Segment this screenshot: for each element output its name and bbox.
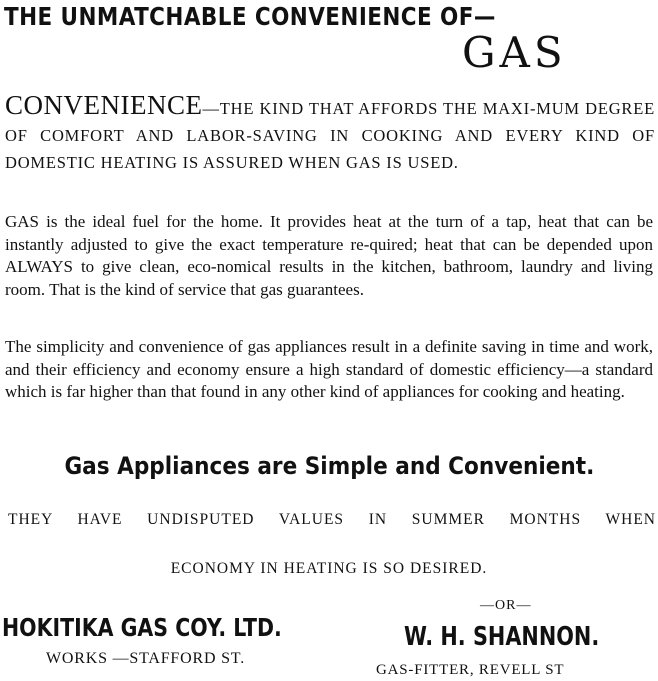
values-line-2: ECONOMY IN HEATING IS SO DESIRED. [170, 560, 488, 577]
intro-lead-word: CONVENIENCE [5, 90, 203, 120]
body-paragraph-simplicity: The simplicity and convenience of gas appliances result in a definite saving in time and work, and their efficiency and economy ensure a high standard of domestic efficiency—a standard which is far higher than that found in any other kind of appliances for cooking and heating. [5, 337, 653, 401]
company-works-address: WORKS —STAFFORD ST. [46, 650, 245, 667]
intro-paragraph [5, 92, 655, 176]
intro-text: —THE KIND THAT AFFORDS THE MAXI-MUM DEGREE OF COMFORT AND LABOR-SAVING IN COOKING AND EVERY KIND OF DOMESTIC HEATING IS ASSURED WHEN GAS IS USED. [5, 99, 655, 172]
company-name-hokitika-gas: HOKITIKA GAS COY. LTD. [2, 613, 282, 642]
or-separator: —OR— [480, 598, 532, 613]
headline: THE UNMATCHABLE CONVENIENCE OF— [4, 2, 496, 31]
simple-convenient-headline [0, 452, 658, 480]
simple-convenient-text: Gas Appliances are Simple and Convenient. [64, 452, 594, 480]
body-paragraph-ideal-fuel: GAS is the ideal fuel for the home. It provides heat at the turn of a tap, heat that can be instantly adjusted to give the exact temperature re-quired; heat that can be depended upon ALWAYS to give clean, eco-nomical results in the kitchen, bathroom, laundry and living room. That is the kind of service that gas guarantees. [5, 212, 653, 299]
values-line-1: THEY HAVE UNDISPUTED VALUES IN SUMMER MONTHS WHEN [8, 511, 656, 528]
gasfitter-address: GAS-FITTER, REVELL ST [376, 662, 565, 678]
company-name-shannon: W. H. SHANNON. [404, 622, 600, 652]
gas-title: GAS [462, 28, 567, 77]
